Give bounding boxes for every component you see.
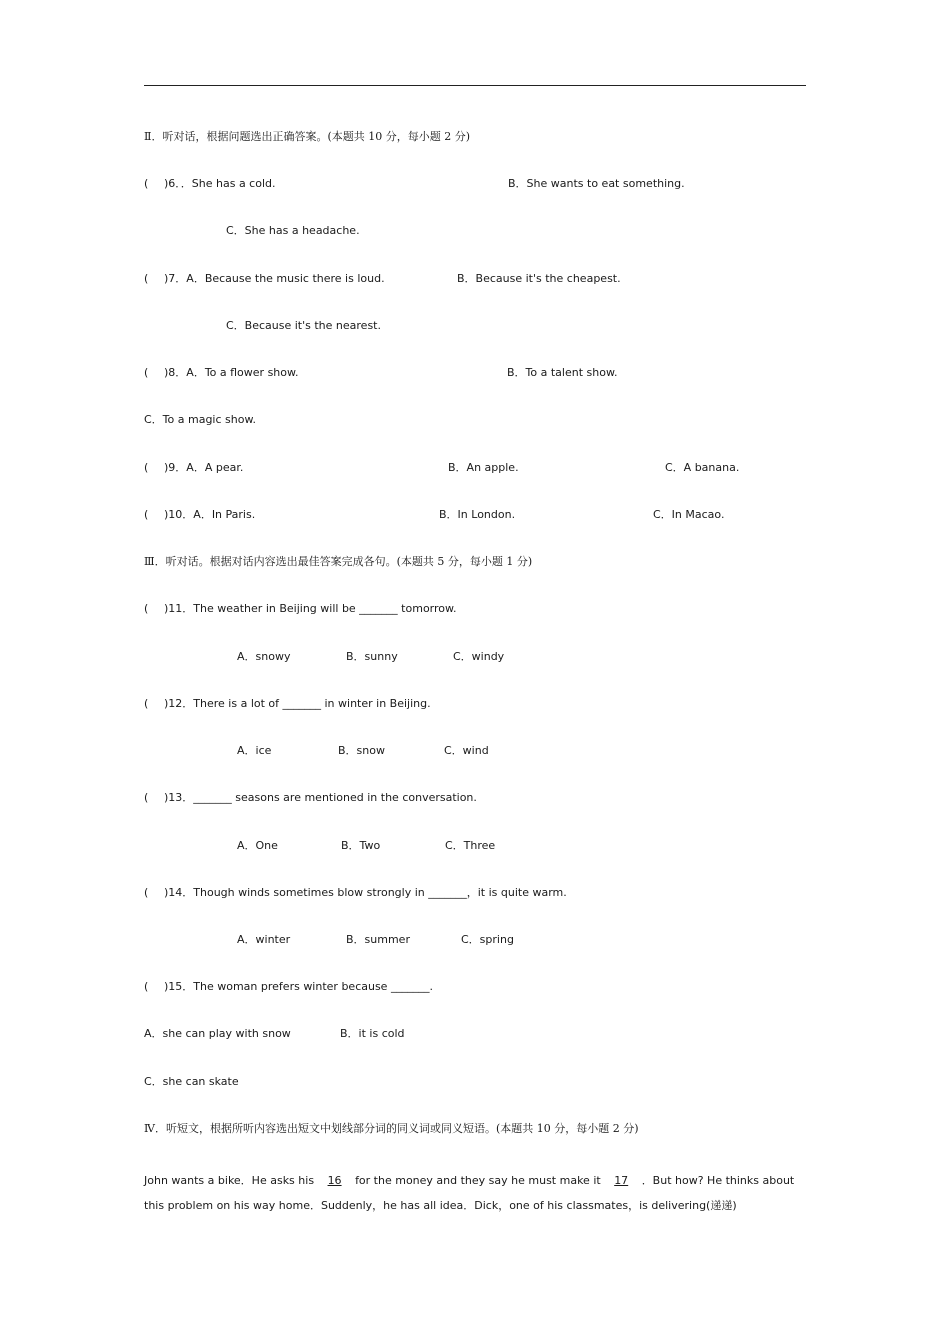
question-13-stem: )13．_______ seasons are mentioned in the conversation.: [164, 791, 477, 804]
question-6-option-b: B．She wants to eat something.: [508, 177, 685, 190]
question-9-stem: )9．A．A pear.: [164, 461, 244, 474]
question-13: [144, 791, 477, 805]
question-14-option-c: C．spring: [461, 933, 514, 946]
answer-paren[interactable]: (: [144, 602, 149, 615]
question-14-option-b: B．summer: [346, 933, 410, 946]
question-14: [144, 886, 567, 900]
passage-text-2: for the money and they say he must make it: [355, 1174, 601, 1187]
question-12-stem: )12．There is a lot of _______ in winter in Beijing.: [164, 697, 431, 710]
blank-17: 17: [614, 1174, 629, 1187]
question-11: [144, 602, 457, 616]
passage-text-3: ．But how? He thinks about this problem on his way home．Suddenly，he has all idea．Dick，one of his classmates，is delivering(递递): [144, 1174, 795, 1212]
question-15-option-a: A．she can play with snow: [144, 1027, 291, 1040]
question-8: [144, 366, 299, 380]
question-12-option-a: A．ice: [237, 744, 272, 757]
question-13-option-b: B．Two: [341, 839, 381, 852]
answer-paren[interactable]: (: [144, 461, 149, 474]
question-11-option-c: C．windy: [453, 650, 505, 663]
question-7: [144, 272, 385, 286]
question-10-option-b: B．In London.: [439, 508, 516, 521]
answer-paren[interactable]: (: [144, 272, 149, 285]
question-15-option-c: C．she can skate: [144, 1075, 239, 1088]
question-8-option-b: B．To a talent show.: [507, 366, 618, 379]
question-13-option-c: C．Three: [445, 839, 496, 852]
answer-paren[interactable]: (: [144, 177, 149, 190]
question-15-stem: )15．The woman prefers winter because _______.: [164, 980, 433, 993]
question-11-option-a: A．snowy: [237, 650, 291, 663]
passage-paragraph: [144, 1168, 806, 1218]
question-6: [144, 177, 276, 191]
section-4-heading: Ⅳ．听短文，根据所听内容选出短文中划线部分词的同义词或同义短语。(本题共 10 分，每小题 2 分): [144, 1122, 639, 1135]
answer-paren[interactable]: (: [144, 366, 149, 379]
answer-paren[interactable]: (: [144, 508, 149, 521]
question-11-stem: )11．The weather in Beijing will be _______ tomorrow.: [164, 602, 457, 615]
question-15-option-b: B．it is cold: [340, 1027, 405, 1040]
question-7-stem: )7．A．Because the music there is loud.: [164, 272, 385, 285]
question-9-option-b: B．An apple.: [448, 461, 519, 474]
question-9: [144, 461, 243, 475]
header-rule: [144, 85, 806, 86]
answer-paren[interactable]: (: [144, 791, 149, 804]
question-6-option-c: C．She has a headache.: [226, 224, 360, 237]
passage-text-1: John wants a bike．He asks his: [144, 1174, 315, 1187]
blank-16: 16: [327, 1174, 342, 1187]
question-12: [144, 697, 431, 711]
question-10-stem: )10．A．In Paris.: [164, 508, 256, 521]
question-14-option-a: A．winter: [237, 933, 291, 946]
question-12-option-b: B．snow: [338, 744, 385, 757]
question-7-option-c: C．Because it's the nearest.: [226, 319, 381, 332]
question-9-option-c: C．A banana.: [665, 461, 740, 474]
question-15: [144, 980, 433, 994]
section-2-heading: Ⅱ．听对话，根据问题选出正确答案。(本题共 10 分，每小题 2 分): [144, 130, 471, 143]
question-14-stem: )14．Though winds sometimes blow strongly in _______，it is quite warm.: [164, 886, 567, 899]
answer-paren[interactable]: (: [144, 697, 149, 710]
question-10: [144, 508, 255, 522]
answer-paren[interactable]: (: [144, 886, 149, 899]
answer-paren[interactable]: (: [144, 980, 149, 993]
question-8-stem: )8．A．To a flower show.: [164, 366, 299, 379]
question-12-option-c: C．wind: [444, 744, 489, 757]
question-6-stem: )6．．She has a cold.: [164, 177, 276, 190]
question-7-option-b: B．Because it's the cheapest.: [457, 272, 621, 285]
question-11-option-b: B．sunny: [346, 650, 398, 663]
question-10-option-c: C．In Macao.: [653, 508, 725, 521]
section-3-heading: Ⅲ．听对话。根据对话内容选出最佳答案完成各句。(本题共 5 分，每小题 1 分): [144, 555, 533, 568]
question-13-option-a: A．One: [237, 839, 278, 852]
question-8-option-c: C．To a magic show.: [144, 413, 256, 426]
